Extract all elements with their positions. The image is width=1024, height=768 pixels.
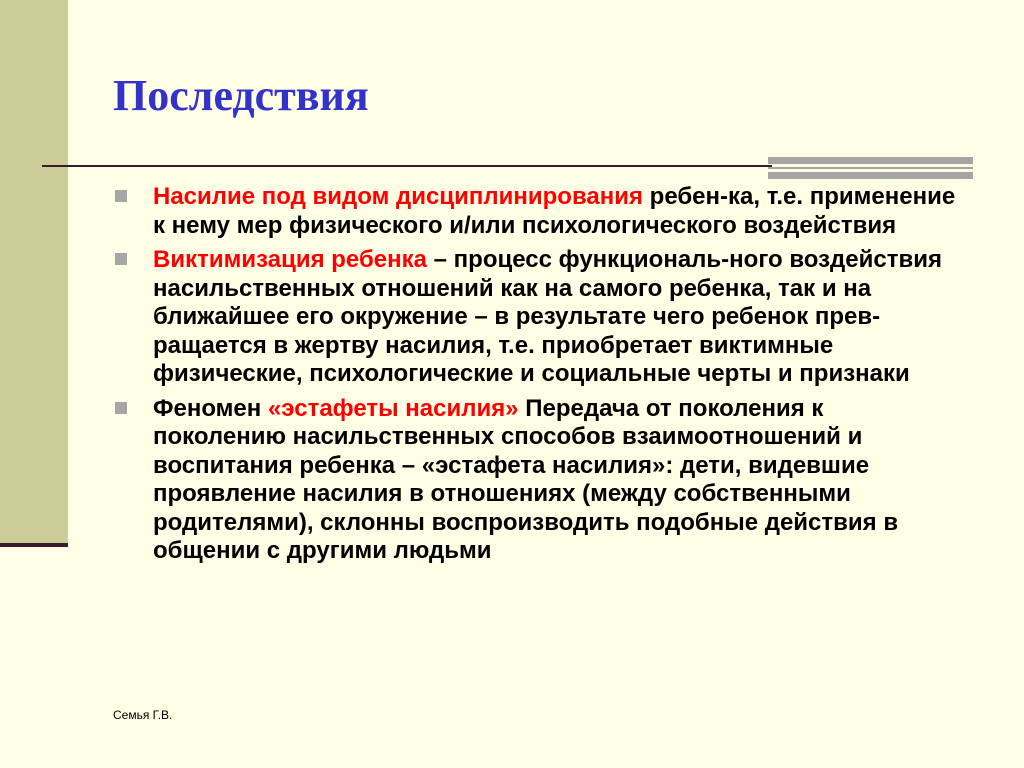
bullet-item-violence-relay (113, 395, 963, 566)
divider-bar (768, 157, 973, 164)
title-divider-line (42, 165, 772, 167)
divider-bar (768, 172, 973, 179)
bullet-item-victimization (113, 246, 963, 389)
bullet-text: Передача от поколения к поколению насильственных способов взаимоотношений и воспитания ребенка – «эстафета насилия»: дети, видевшие проявление насилия в отношениях (между собственными родителями), склонны воспроизводить подобные действия в общении с другими людьми (153, 394, 899, 564)
bullet-highlight: Насилие под видом дисциплинирования (153, 183, 643, 210)
square-bullet-icon (115, 253, 127, 265)
left-band-divider (0, 543, 68, 547)
left-decorative-band (0, 0, 68, 546)
divider-bar (768, 167, 973, 169)
title-divider-bars (768, 157, 973, 179)
bullet-prefix: Феномен (153, 394, 268, 422)
bullet-list (113, 183, 963, 572)
slide-title: Последствия (113, 71, 369, 120)
square-bullet-icon (115, 402, 127, 414)
bullet-item-discipline-violence (113, 183, 963, 240)
square-bullet-icon (115, 190, 127, 202)
bullet-text: ребен-ка, т.е. применение к нему мер физического и/или психологического воздействия (153, 183, 956, 239)
bullet-highlight: Виктимизация ребенка (153, 246, 427, 273)
bullet-text: – процесс функциональ-ного воздействия насильственных отношений как на самого ребенка, так и на ближайшее его окружение – в результате чего ребенок прев-ращается в жертву насилия, т.е. приобретает виктимные физические, психологические и социальные черты и признаки (153, 246, 942, 387)
slide-footer: Семья Г.В. (113, 708, 173, 722)
bullet-highlight: «эстафеты насилия» (267, 394, 519, 422)
